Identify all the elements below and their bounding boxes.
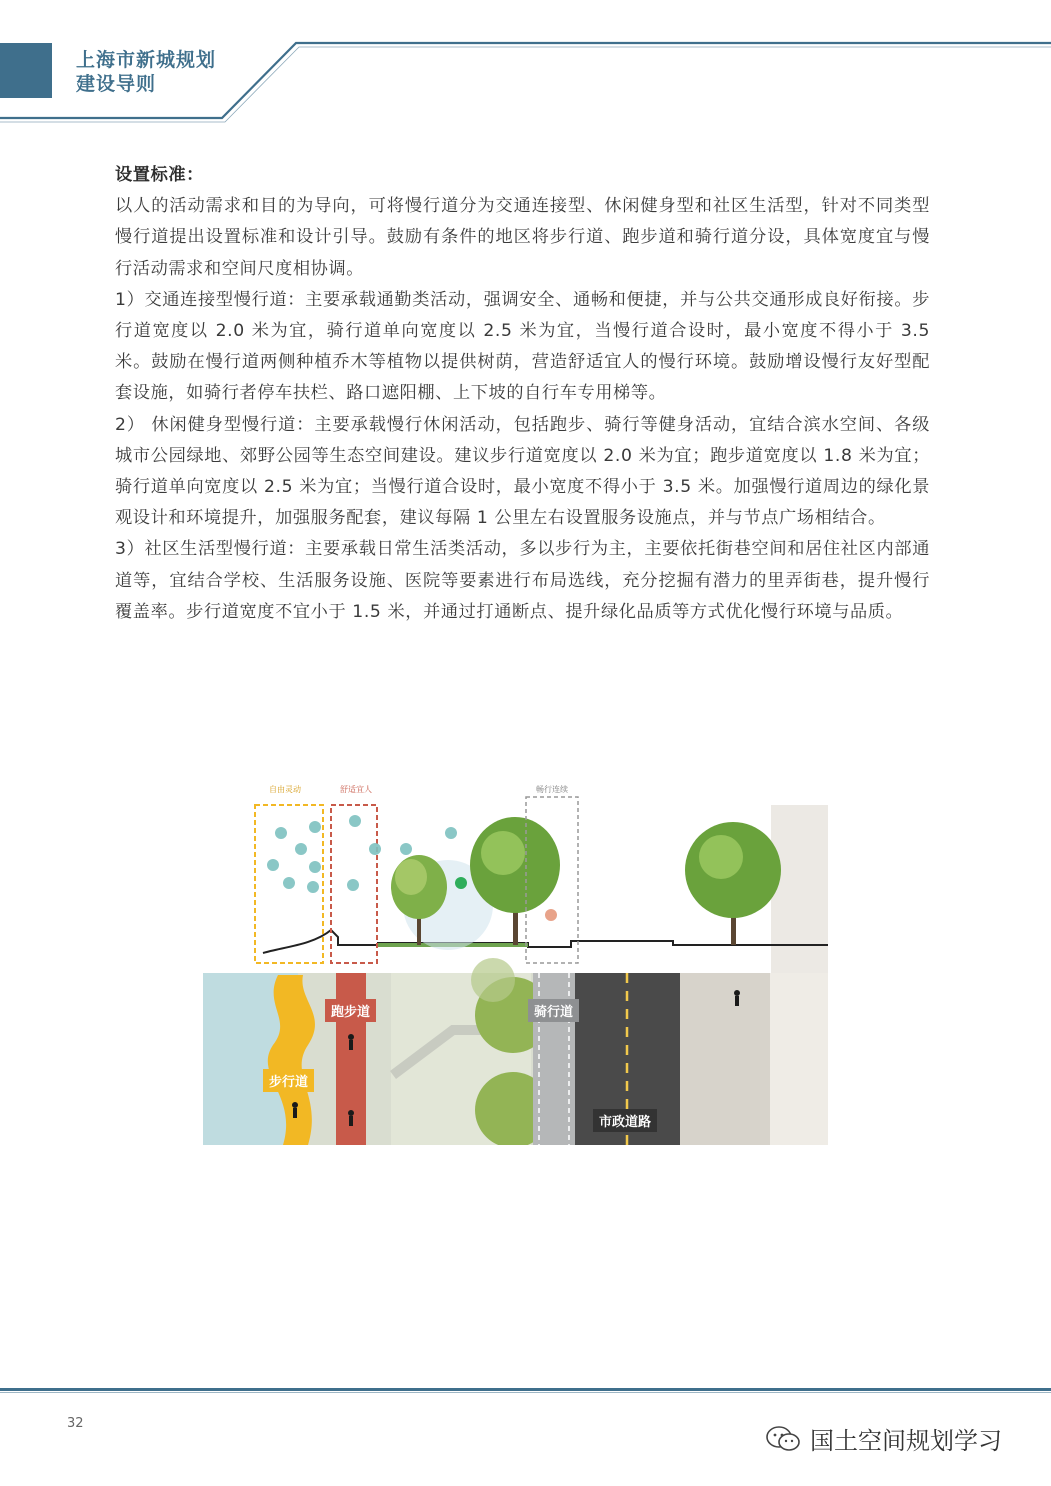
document-title (76, 48, 216, 96)
title-line-1: 上海市新城规划 (76, 49, 217, 71)
label-comfort: 舒适宜人 (340, 785, 372, 794)
label-municipal-road: 市政道路 (593, 1109, 657, 1132)
page-number: 32 (67, 1416, 84, 1431)
label-running-path: 跑步道 (325, 999, 376, 1022)
street-section-figure (203, 775, 828, 1145)
paragraph-item-2: 2） 休闲健身型慢行道：主要承载慢行休闲活动，包括跑步、骑行等健身活动，宜结合滨水空间、各级城市公园绿地、郊野公园等生态空间建设。建议步行道宽度以 2.0 米为宜；跑步道宽度以 1.8 米为宜；骑行道单向宽度以 2.5 米为宜；当慢行道合设时，最小宽度不得小于 3.5 米。加强慢行道周边的绿化景观设计和环境提升，加强服务配套，建议每隔 1 公里左右设置服务设施点，并与节点广场相结合。 (115, 414, 930, 529)
paragraph-item-3: 3）社区生活型慢行道：主要承载日常生活类活动，多以步行为主，主要依托街巷空间和居住社区内部通道等，宜结合学校、生活服务设施、医院等要素进行布局选线，充分挖掘有潜力的里弄街巷，提升慢行覆盖率。步行道宽度不宜小于 1.5 米，并通过打通断点、提升绿化品质等方式优化慢行环境与品质。 (115, 539, 930, 622)
label-free: 自由灵动 (269, 785, 301, 794)
footer-divider (0, 1388, 1051, 1391)
building-block (771, 805, 828, 973)
title-line-2: 建设导则 (76, 73, 157, 95)
intro-paragraph: 以人的活动需求和目的为导向，可将慢行道分为交通连接型、休闲健身型和社区生活型，针对不同类型慢行道提出设置标准和设计引导。鼓励有条件的地区将步行道、跑步道和骑行道分设，具体宽度宜与慢行活动需求和空间尺度相协调。 (115, 196, 930, 279)
label-cycling-lane: 骑行道 (528, 999, 579, 1022)
body-text (115, 160, 930, 628)
wechat-icon (764, 1424, 802, 1454)
label-smooth: 畅行连续 (536, 785, 568, 794)
brand-watermark (764, 1421, 1002, 1456)
label-walking-path: 步行道 (263, 1069, 314, 1092)
paragraph-item-1: 1）交通连接型慢行道：主要承载通勤类活动，强调安全、通畅和便捷，并与公共交通形成良好衔接。步行道宽度以 2.0 米为宜，骑行道单向宽度以 2.5 米为宜，当慢行道合设时，最小宽度不得小于 3.5 米。鼓励在慢行道两侧种植乔木等植物以提供树荫，营造舒适宜人的慢行环境。鼓励增设慢行友好型配套设施，如骑行者停车扶栏、路口遮阳棚、上下坡的自行车专用梯等。 (115, 289, 930, 404)
brand-name: 国土空间规划学习 (810, 1427, 1002, 1455)
footer-divider-thin (0, 1392, 1051, 1393)
section-heading: 设置标准： (115, 165, 204, 185)
